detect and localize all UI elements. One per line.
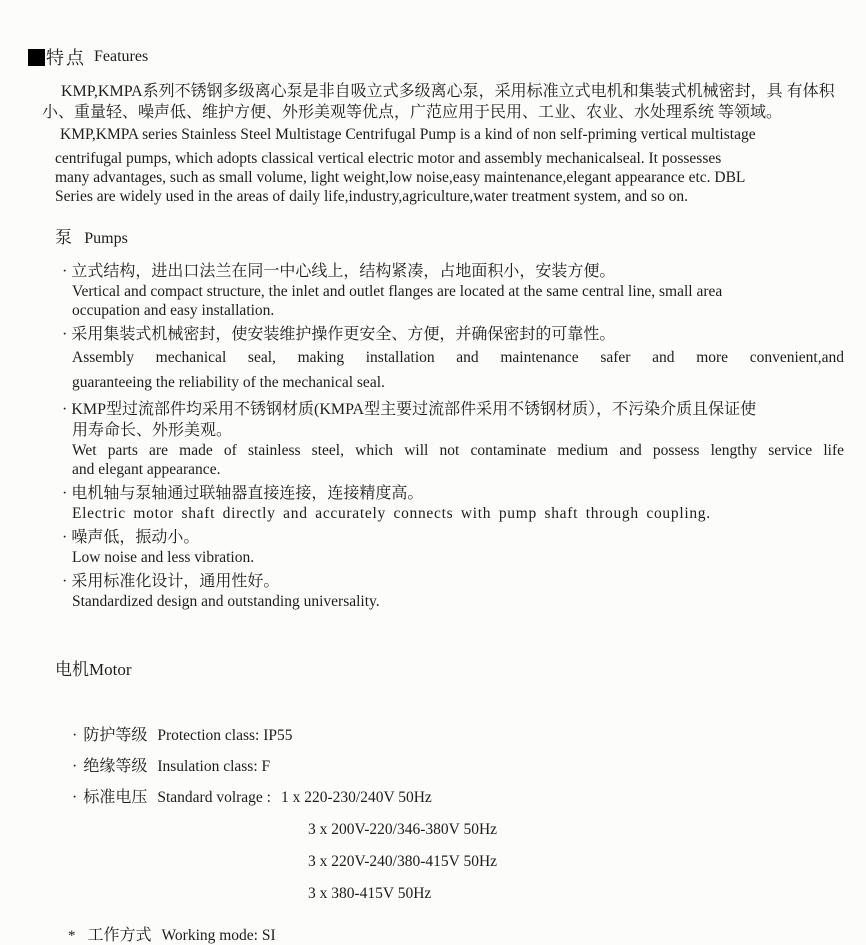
bullet-cn-line: 用寿命长、外形美观。 — [72, 422, 233, 439]
bullet-en-line: and elegant appearance. — [72, 461, 221, 478]
motor-spec-list — [72, 726, 848, 903]
intro-en-line: Series are widely used in the areas of daily life,industry,agriculture,water treatment system, and so on. — [55, 188, 689, 205]
motor-title-cn: 电机 — [55, 660, 89, 679]
bullet-cn-line: · KMP型过流部件均采用不锈钢材质(KMPA型主要过流部件采用不锈钢材质），不污染介质且保证使 — [62, 401, 757, 418]
bullet-item — [62, 527, 848, 567]
bullet-item — [62, 261, 848, 320]
bullet-dot: · — [72, 789, 78, 806]
bullet-item — [62, 324, 848, 395]
bullet-dot: · — [62, 529, 68, 546]
spec-value-en: Protection class: IP55 — [157, 727, 293, 744]
spec-item — [72, 788, 848, 807]
bullet-dot: · — [62, 326, 68, 343]
footnote-label-cn: 工作方式 — [87, 927, 152, 944]
features-title-cn: 特点 — [46, 48, 86, 68]
bullet-en-line: guaranteeing the reliability of the mechanical seal. — [72, 374, 385, 391]
bullet-dot: · — [62, 573, 68, 590]
bullet-dot: · — [72, 727, 78, 744]
pumps-title-en: Pumps — [84, 230, 128, 247]
intro-en-line: many advantages, such as small volume, light weight,low noise,easy maintenance,elegant appearance etc. DBL — [55, 169, 746, 186]
spec-label-cn: 标准电压 — [83, 789, 148, 806]
footnote-text-en: Working mode: SI — [161, 927, 276, 944]
intro-paragraph-en — [42, 125, 848, 206]
bullet-item — [62, 571, 848, 611]
spec-value-en: Standard volrage : — [157, 789, 271, 806]
voltage-line: 1 x 220-230/240V 50Hz — [280, 789, 432, 806]
bullet-item — [62, 483, 848, 523]
bullet-cn-line: · 采用集装式机械密封，使安装维护操作更安全、方便，并确保密封的可靠性。 — [62, 326, 616, 343]
spec-label-cn: 绝缘等级 — [83, 758, 148, 775]
intro-cn-line: KMP,KMPA系列不锈钢多级离心泵是非自吸立式多级离心泵，采用标准立式电机和集装式机械密封，具 有体积 — [61, 83, 835, 100]
bullet-cn-line: · 电机轴与泵轴通过联轴器直接连接，连接精度高。 — [62, 485, 424, 502]
bullet-cn-line: · 噪声低，振动小。 — [62, 529, 200, 546]
bullet-en-line: Standardized design and outstanding universality. — [72, 593, 380, 610]
features-title-en: Features — [94, 48, 149, 65]
spec-label-cn: 防护等级 — [83, 727, 148, 744]
bullet-en-line: occupation and easy installation. — [72, 302, 275, 319]
bullet-dot: · — [62, 263, 68, 280]
voltage-line: 3 x 200V-220/346-380V 50Hz — [308, 821, 498, 838]
intro-en-line: KMP,KMPA series Stainless Steel Multistage Centrifugal Pump is a kind of non self-priming vertical multistage — [60, 126, 756, 143]
bullet-item — [62, 399, 848, 479]
working-mode-footnote — [68, 922, 848, 945]
spec-item — [72, 757, 848, 776]
motor-title-en: Motor — [89, 660, 132, 679]
bullet-en-line: Vertical and compact structure, the inlet and outlet flanges are located at the same central line, small area — [72, 283, 723, 300]
spec-value-en: Insulation class: F — [157, 758, 271, 775]
black-square-icon — [28, 49, 45, 66]
pumps-bullet-list — [62, 261, 848, 611]
bullet-en-line: Assembly mechanical seal, making installation and maintenance safer and more convenient,and — [72, 349, 844, 366]
bullet-en-line: Wet parts are made of stainless steel, which will not contaminate medium and possess lengthy service life — [72, 442, 844, 459]
features-heading — [28, 44, 848, 70]
pumps-heading — [55, 223, 848, 248]
bullet-dot: · — [62, 401, 68, 418]
bullet-cn-line: · 采用标准化设计，通用性好。 — [62, 573, 280, 590]
pumps-title-cn: 泵 — [55, 228, 72, 247]
intro-cn-line: 小、重量轻、噪声低、维护方便、外形美观等优点，广范应用于民用、工业、农业、水处理系统 等领域。 — [42, 104, 783, 121]
voltage-list — [308, 820, 848, 903]
voltage-line: 3 x 220V-240/380-415V 50Hz — [308, 853, 498, 870]
bullet-cn-line: · 立式结构，进出口法兰在同一中心线上，结构紧凑，占地面积小，安装方便。 — [62, 263, 616, 280]
bullet-en-line: Low noise and less vibration. — [72, 549, 255, 566]
bullet-en-line: Electric motor shaft directly and accurately connects with pump shaft through coupling. — [72, 505, 711, 522]
asterisk-marker: * — [68, 928, 76, 944]
bullet-dot: · — [62, 485, 68, 502]
spec-item — [72, 726, 848, 745]
bullet-dot: · — [72, 758, 78, 775]
intro-paragraph-cn — [42, 81, 848, 123]
voltage-line: 3 x 380-415V 50Hz — [308, 885, 432, 902]
intro-en-line: centrifugal pumps, which adopts classical vertical electric motor and assembly mechanicalseal. It possesses — [55, 150, 722, 167]
motor-heading — [55, 655, 848, 680]
